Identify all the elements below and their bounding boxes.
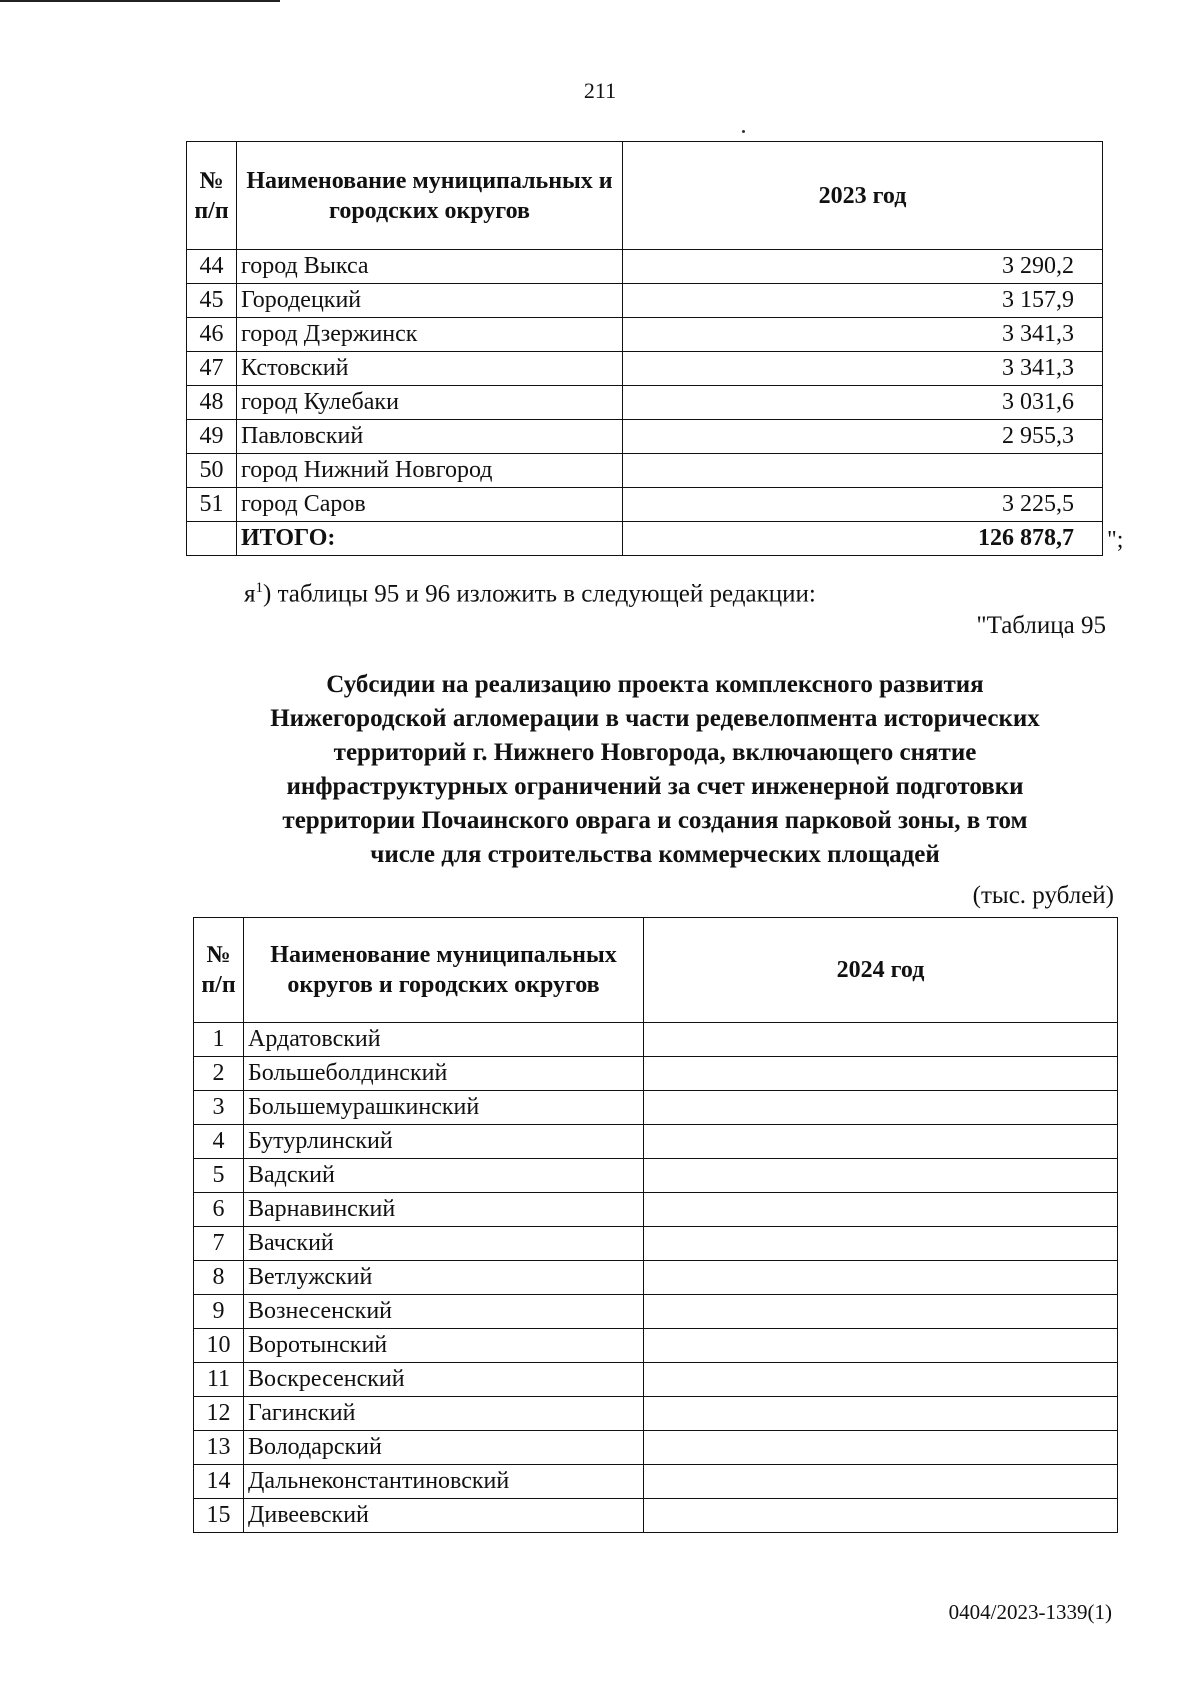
title-line: Нижегородской агломерации в части редевелопмента исторических bbox=[270, 705, 1040, 732]
paragraph-prefix: я bbox=[244, 580, 256, 608]
row-value bbox=[644, 1023, 1118, 1057]
table-title bbox=[190, 668, 1120, 872]
table-row bbox=[194, 1261, 1118, 1295]
row-name: город Дзержинск bbox=[237, 318, 623, 352]
row-value bbox=[644, 1091, 1118, 1125]
row-name: Дальнеконстантиновский bbox=[244, 1465, 644, 1499]
row-name: Дивеевский bbox=[244, 1499, 644, 1533]
amendment-paragraph bbox=[244, 580, 816, 608]
row-number: 6 bbox=[194, 1193, 244, 1227]
header-year: 2024 год bbox=[644, 918, 1118, 1023]
title-line: территории Почаинского оврага и создания парковой зоны, в том bbox=[282, 807, 1028, 834]
page-number: 211 bbox=[583, 78, 617, 103]
row-value bbox=[623, 454, 1103, 488]
row-number: 10 bbox=[194, 1329, 244, 1363]
table-row bbox=[194, 1057, 1118, 1091]
total-value: 126 878,7 bbox=[623, 522, 1103, 556]
table-row bbox=[194, 1363, 1118, 1397]
row-name: Вадский bbox=[244, 1159, 644, 1193]
header-number: № п/п bbox=[194, 918, 244, 1023]
row-number: 47 bbox=[187, 352, 237, 386]
table-row bbox=[194, 1329, 1118, 1363]
table-row bbox=[194, 1023, 1118, 1057]
table-row bbox=[187, 386, 1103, 420]
table-row bbox=[194, 1431, 1118, 1465]
row-number: 12 bbox=[194, 1397, 244, 1431]
row-value bbox=[644, 1193, 1118, 1227]
row-name: Гагинский bbox=[244, 1397, 644, 1431]
paragraph-superscript: 1 bbox=[255, 580, 263, 596]
subsidy-table-2024 bbox=[193, 917, 1118, 1533]
row-number: 11 bbox=[194, 1363, 244, 1397]
table-body bbox=[194, 1023, 1118, 1533]
row-value bbox=[644, 1125, 1118, 1159]
table-row bbox=[187, 250, 1103, 284]
row-number: 1 bbox=[194, 1023, 244, 1057]
row-name: Вачский bbox=[244, 1227, 644, 1261]
quote-suffix: "; bbox=[1107, 527, 1124, 553]
row-name: Воротынский bbox=[244, 1329, 644, 1363]
row-number: 3 bbox=[194, 1091, 244, 1125]
row-value: 3 290,2 bbox=[623, 250, 1103, 284]
row-value bbox=[644, 1499, 1118, 1533]
row-value: 3 341,3 bbox=[623, 318, 1103, 352]
row-number: 2 bbox=[194, 1057, 244, 1091]
table-row bbox=[187, 318, 1103, 352]
allocation-table-2023 bbox=[186, 141, 1103, 556]
row-name: Большеболдинский bbox=[244, 1057, 644, 1091]
title-line: числе для строительства коммерческих площадей bbox=[370, 841, 940, 868]
total-label: ИТОГО: bbox=[237, 522, 623, 556]
header-name: Наименование муниципальных и городских округов bbox=[237, 142, 623, 250]
top-rule bbox=[0, 0, 280, 2]
table-row bbox=[187, 420, 1103, 454]
table-row bbox=[194, 1159, 1118, 1193]
row-name: город Кулебаки bbox=[237, 386, 623, 420]
paragraph-text: ) таблицы 95 и 96 изложить в следующей редакции: bbox=[263, 580, 816, 608]
table-row bbox=[194, 1193, 1118, 1227]
row-name: город Саров bbox=[237, 488, 623, 522]
table-row bbox=[187, 284, 1103, 318]
row-value bbox=[644, 1363, 1118, 1397]
row-value: 3 341,3 bbox=[623, 352, 1103, 386]
table-body bbox=[187, 250, 1103, 522]
header-number: № п/п bbox=[187, 142, 237, 250]
row-number: 46 bbox=[187, 318, 237, 352]
table-row bbox=[187, 488, 1103, 522]
row-value bbox=[644, 1465, 1118, 1499]
total-number bbox=[187, 522, 237, 556]
row-name: город Нижний Новгород bbox=[237, 454, 623, 488]
row-value bbox=[644, 1057, 1118, 1091]
table-row bbox=[194, 1465, 1118, 1499]
row-number: 50 bbox=[187, 454, 237, 488]
row-name: Ардатовский bbox=[244, 1023, 644, 1057]
row-number: 45 bbox=[187, 284, 237, 318]
table-row bbox=[187, 454, 1103, 488]
table-row bbox=[194, 1227, 1118, 1261]
row-name: Вознесенский bbox=[244, 1295, 644, 1329]
row-number: 8 bbox=[194, 1261, 244, 1295]
row-number: 49 bbox=[187, 420, 237, 454]
units-label: (тыс. рублей) bbox=[972, 882, 1114, 909]
row-number: 15 bbox=[194, 1499, 244, 1533]
table-row bbox=[194, 1295, 1118, 1329]
row-value: 3 157,9 bbox=[623, 284, 1103, 318]
row-value bbox=[644, 1159, 1118, 1193]
row-name: Павловский bbox=[237, 420, 623, 454]
row-name: Варнавинский bbox=[244, 1193, 644, 1227]
row-value bbox=[644, 1431, 1118, 1465]
row-number: 13 bbox=[194, 1431, 244, 1465]
header-year: 2023 год bbox=[623, 142, 1103, 250]
row-name: город Выкса bbox=[237, 250, 623, 284]
table-row bbox=[194, 1125, 1118, 1159]
table-label: "Таблица 95 bbox=[976, 612, 1106, 639]
row-name: Кстовский bbox=[237, 352, 623, 386]
row-value bbox=[644, 1329, 1118, 1363]
row-number: 5 bbox=[194, 1159, 244, 1193]
row-number: 44 bbox=[187, 250, 237, 284]
table-row bbox=[187, 352, 1103, 386]
row-name: Ветлужский bbox=[244, 1261, 644, 1295]
table-row bbox=[194, 1499, 1118, 1533]
row-name: Большемурашкинский bbox=[244, 1091, 644, 1125]
row-value: 3 031,6 bbox=[623, 386, 1103, 420]
row-name: Городецкий bbox=[237, 284, 623, 318]
table-row bbox=[194, 1091, 1118, 1125]
row-value bbox=[644, 1261, 1118, 1295]
row-number: 4 bbox=[194, 1125, 244, 1159]
title-line: инфраструктурных ограничений за счет инженерной подготовки bbox=[286, 773, 1024, 800]
document-code: 0404/2023-1339(1) bbox=[948, 1600, 1112, 1624]
row-value: 2 955,3 bbox=[623, 420, 1103, 454]
row-number: 51 bbox=[187, 488, 237, 522]
row-number: 9 bbox=[194, 1295, 244, 1329]
table-row bbox=[194, 1397, 1118, 1431]
title-line: территорий г. Нижнего Новгорода, включающего снятие bbox=[333, 739, 977, 766]
row-name: Володарский bbox=[244, 1431, 644, 1465]
row-value bbox=[644, 1227, 1118, 1261]
header-name: Наименование муниципальных округов и городских округов bbox=[244, 918, 644, 1023]
row-number: 7 bbox=[194, 1227, 244, 1261]
title-line: Субсидии на реализацию проекта комплексного развития bbox=[326, 671, 984, 698]
row-value bbox=[644, 1397, 1118, 1431]
row-name: Бутурлинский bbox=[244, 1125, 644, 1159]
row-value bbox=[644, 1295, 1118, 1329]
speck bbox=[742, 130, 745, 133]
row-name: Воскресенский bbox=[244, 1363, 644, 1397]
row-number: 48 bbox=[187, 386, 237, 420]
row-number: 14 bbox=[194, 1465, 244, 1499]
row-value: 3 225,5 bbox=[623, 488, 1103, 522]
